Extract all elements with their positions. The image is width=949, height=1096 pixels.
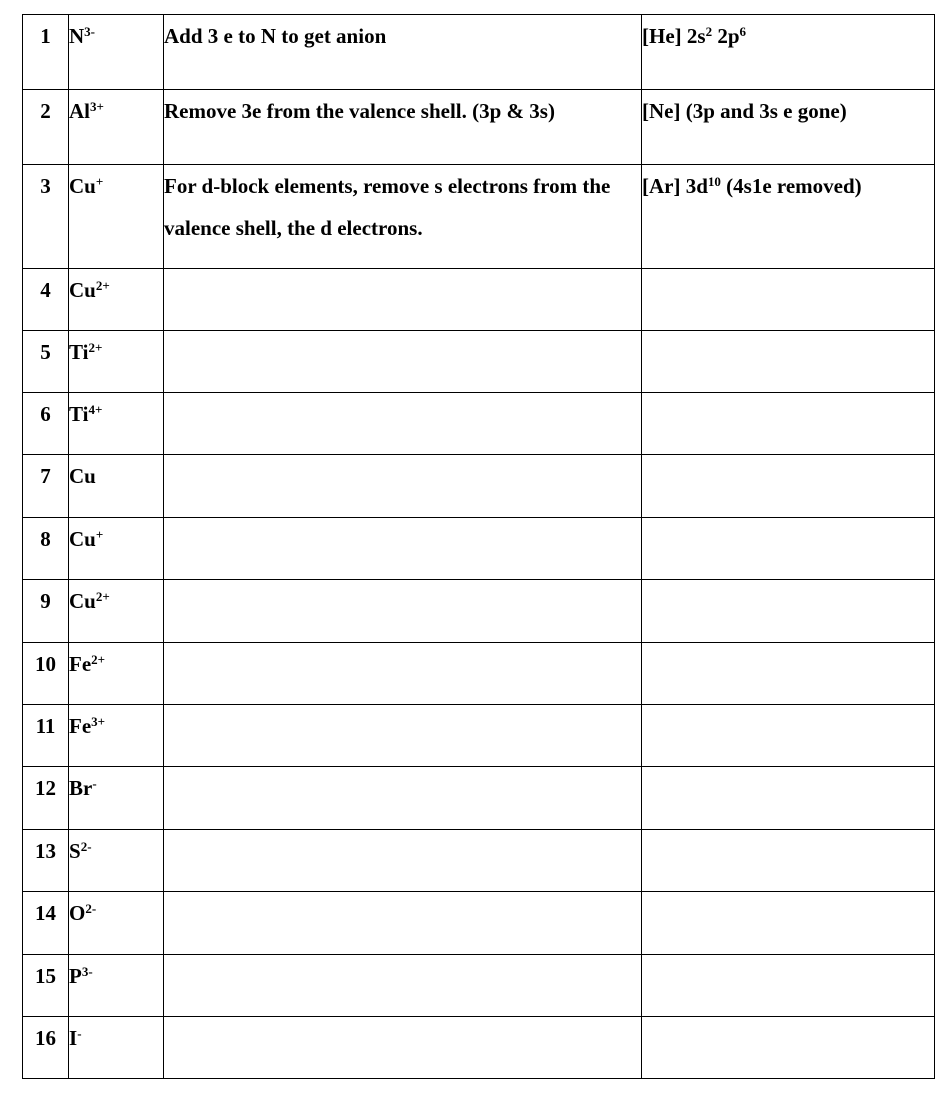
row-number: 7: [23, 455, 69, 518]
ion-symbol: [69, 518, 164, 580]
electron-configuration-cell: [642, 269, 935, 331]
row-number: 9: [23, 580, 69, 643]
ion-element: Cu: [69, 278, 96, 302]
ion-element: I: [69, 1026, 78, 1050]
electron-configuration-cell: [642, 1017, 935, 1079]
ion-symbol: [69, 643, 164, 705]
ion-element: Cu: [69, 589, 96, 613]
row-number: 1: [23, 15, 69, 90]
ion-element: Cu: [69, 174, 96, 198]
ion-element: Fe: [69, 652, 92, 676]
table-row: [23, 1017, 935, 1079]
row-number: 15: [23, 955, 69, 1017]
steps-cell: [164, 455, 642, 518]
ion-element: Br: [69, 776, 93, 800]
steps-cell: [164, 830, 642, 892]
config-text: [He] 2s: [642, 24, 706, 48]
steps-cell: [164, 518, 642, 580]
row-number: 13: [23, 830, 69, 892]
electron-configuration-cell: [642, 643, 935, 705]
steps-cell: [164, 1017, 642, 1079]
ion-element: Ti: [69, 340, 89, 364]
ion-charge: 2-: [85, 901, 97, 916]
steps-cell: [164, 331, 642, 393]
ion-element: Ti: [69, 402, 89, 426]
electron-configuration-cell: [642, 892, 935, 955]
config-text: [Ar] 3d: [642, 174, 708, 198]
table-row: [23, 90, 935, 165]
ion-symbol: [69, 331, 164, 393]
config-text: 2p: [712, 24, 740, 48]
steps-cell: [164, 580, 642, 643]
steps-cell: [164, 393, 642, 455]
steps-cell: [164, 643, 642, 705]
ion-charge: -: [77, 1026, 82, 1041]
ion-symbol: [69, 1017, 164, 1079]
ion-symbol: [69, 955, 164, 1017]
table-row: [23, 580, 935, 643]
config-superscript: 2: [705, 24, 713, 39]
steps-cell: [164, 955, 642, 1017]
electron-configuration-cell: [642, 705, 935, 767]
ion-configuration-table: [22, 14, 935, 1079]
ion-charge: 2-: [80, 839, 92, 854]
ion-symbol: [69, 705, 164, 767]
ion-element: P: [69, 964, 82, 988]
table-row: [23, 830, 935, 892]
row-number: 6: [23, 393, 69, 455]
row-number: 8: [23, 518, 69, 580]
row-number: 11: [23, 705, 69, 767]
ion-element: N: [69, 24, 85, 48]
row-number: 2: [23, 90, 69, 165]
table-row: [23, 15, 935, 90]
ion-element: Fe: [69, 714, 92, 738]
steps-cell: Add 3 e to N to get anion: [164, 15, 642, 90]
ion-symbol: [69, 393, 164, 455]
electron-configuration-cell: [642, 580, 935, 643]
ion-charge: 2+: [95, 278, 110, 293]
table-row: [23, 455, 935, 518]
ion-element: S: [69, 839, 81, 863]
ion-symbol: [69, 767, 164, 830]
ion-charge: 2+: [91, 652, 106, 667]
row-number: 12: [23, 767, 69, 830]
steps-cell: [164, 892, 642, 955]
ion-charge: 2+: [95, 589, 110, 604]
ion-symbol: [69, 455, 164, 518]
table-row: [23, 518, 935, 580]
ion-symbol: [69, 269, 164, 331]
row-number: 3: [23, 165, 69, 269]
row-number: 5: [23, 331, 69, 393]
row-number: 16: [23, 1017, 69, 1079]
config-text: [Ne] (3p and 3s e gone): [642, 99, 847, 123]
ion-charge: -: [92, 776, 97, 791]
table-row: [23, 269, 935, 331]
ion-element: Cu: [69, 464, 96, 488]
table-row: [23, 643, 935, 705]
table-row: [23, 767, 935, 830]
ion-element: Cu: [69, 527, 96, 551]
ion-element: O: [69, 901, 86, 925]
electron-configuration-cell: [642, 518, 935, 580]
ion-charge: +: [95, 527, 104, 542]
config-text: (4s1e removed): [720, 174, 862, 198]
config-superscript: 6: [739, 24, 747, 39]
ion-symbol: [69, 90, 164, 165]
table-row: [23, 955, 935, 1017]
config-superscript: 10: [707, 174, 721, 189]
electron-configuration-cell: [642, 15, 935, 90]
table-body: [23, 15, 935, 1079]
electron-configuration-cell: [642, 331, 935, 393]
electron-configuration-cell: [642, 90, 935, 165]
table-row: [23, 393, 935, 455]
electron-configuration-cell: [642, 955, 935, 1017]
ion-charge: 2+: [88, 340, 103, 355]
row-number: 10: [23, 643, 69, 705]
ion-symbol: [69, 580, 164, 643]
steps-cell: [164, 705, 642, 767]
table-row: [23, 165, 935, 269]
steps-cell: [164, 269, 642, 331]
table-row: [23, 705, 935, 767]
ion-symbol: [69, 830, 164, 892]
ion-charge: 3+: [91, 714, 106, 729]
row-number: 14: [23, 892, 69, 955]
ion-element: Al: [69, 99, 90, 123]
ion-charge: 4+: [88, 402, 103, 417]
electron-configuration-cell: [642, 830, 935, 892]
ion-symbol: [69, 165, 164, 269]
ion-symbol: [69, 15, 164, 90]
ion-charge: 3+: [90, 99, 104, 114]
table-row: [23, 892, 935, 955]
ion-charge: +: [95, 174, 104, 189]
ion-charge: 3-: [84, 24, 96, 39]
steps-cell: Remove 3e from the valence shell. (3p & 3s): [164, 90, 642, 165]
electron-configuration-cell: [642, 393, 935, 455]
ion-symbol: [69, 892, 164, 955]
electron-configuration-cell: [642, 165, 935, 269]
row-number: 4: [23, 269, 69, 331]
electron-configuration-cell: [642, 767, 935, 830]
electron-configuration-cell: [642, 455, 935, 518]
ion-charge: 3-: [81, 964, 93, 979]
table-row: [23, 331, 935, 393]
steps-cell: [164, 767, 642, 830]
steps-cell: For d-block elements, remove s electrons from the valence shell, the d electrons.: [164, 165, 642, 269]
